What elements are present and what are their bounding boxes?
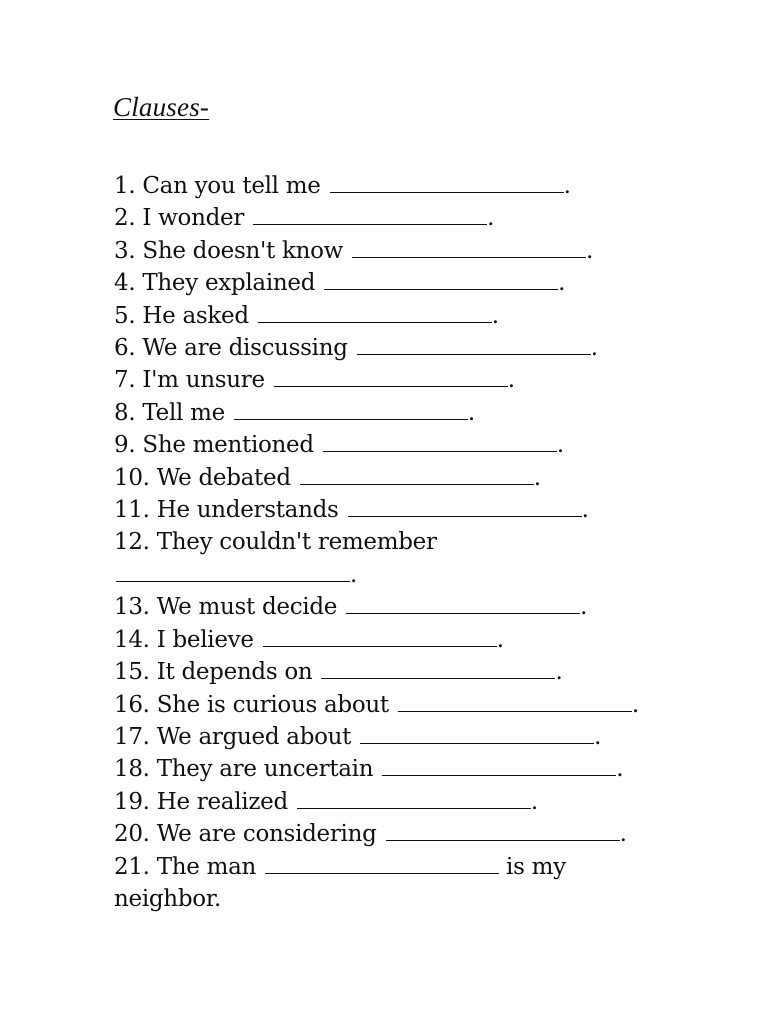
answer-blank[interactable] [360,723,594,744]
exercise-prompt: They are uncertain [156,756,374,783]
exercise-prompt: I believe [156,626,254,653]
exercise-number: 4. [114,270,136,297]
exercise-item [114,364,674,396]
exercise-ending: . [487,205,495,232]
exercise-number: 20. [114,821,150,848]
exercise-number: 3. [114,237,136,264]
exercise-prompt: He asked [142,302,249,329]
exercise-number: 19. [114,788,150,815]
exercise-prompt: I'm unsure [142,367,265,394]
exercise-prompt: He realized [156,788,288,815]
exercise-number: 7. [114,367,136,394]
exercise-number: 11. [114,497,150,524]
answer-blank[interactable] [265,853,499,874]
exercise-ending: . [590,335,598,362]
answer-blank[interactable] [352,237,586,258]
exercise-ending: is my neighbor. [114,853,566,912]
exercise-item [114,397,674,429]
answer-blank[interactable] [274,366,508,387]
exercise-item [114,235,674,267]
exercise-ending: . [555,659,563,686]
exercise-item [114,300,674,332]
exercise-list [114,170,674,915]
exercise-prompt: She is curious about [156,691,389,718]
exercise-number: 6. [114,335,136,362]
exercise-item [114,851,674,916]
exercise-prompt: I wonder [142,205,245,232]
exercise-ending: . [556,432,564,459]
exercise-prompt: They couldn't remember [156,529,437,556]
worksheet-title: Clauses- [113,92,210,122]
exercise-number: 8. [114,399,136,426]
exercise-prompt: He understands [156,497,339,524]
exercise-ending: . [533,464,541,491]
exercise-item [114,332,674,364]
exercise-ending: . [563,173,571,199]
exercise-item [114,267,674,299]
answer-blank[interactable] [346,593,580,614]
exercise-number: 16. [114,691,150,718]
exercise-ending: . [467,399,475,426]
exercise-prompt: We must decide [156,594,338,621]
exercise-prompt: The man [156,853,257,880]
exercise-item [114,526,674,591]
exercise-ending: . [530,788,538,815]
exercise-number: 12. [114,529,150,556]
answer-blank[interactable] [330,172,564,193]
exercise-number: 21. [114,853,150,880]
exercise-prompt: Tell me [142,399,225,426]
answer-blank[interactable] [116,561,350,582]
exercise-item [114,656,674,688]
exercise-prompt: She mentioned [142,432,314,459]
exercise-item [114,494,674,526]
answer-blank[interactable] [398,691,632,712]
exercise-number: 9. [114,432,136,459]
exercise-number: 1. [114,173,136,199]
exercise-ending: . [491,302,499,329]
exercise-item [114,462,674,494]
exercise-item [114,753,674,785]
exercise-ending: . [350,561,358,588]
exercise-item [114,624,674,656]
exercise-number: 17. [114,723,150,750]
answer-blank[interactable] [263,626,497,647]
exercise-prompt: It depends on [156,659,313,686]
exercise-ending: . [558,270,566,297]
answer-blank[interactable] [386,820,620,841]
exercise-number: 2. [114,205,136,232]
exercise-number: 10. [114,464,150,491]
exercise-ending: . [619,821,627,848]
exercise-ending: . [496,626,504,653]
exercise-ending: . [631,691,639,718]
answer-blank[interactable] [300,464,534,485]
exercise-prompt: We argued about [156,723,352,750]
exercise-ending: . [507,367,515,394]
exercise-number: 14. [114,626,150,653]
exercise-ending: . [580,594,588,621]
answer-blank[interactable] [253,204,487,225]
answer-blank[interactable] [321,658,555,679]
exercise-number: 5. [114,302,136,329]
exercise-prompt: We are considering [156,821,377,848]
exercise-prompt: We debated [156,464,291,491]
exercise-number: 15. [114,659,150,686]
answer-blank[interactable] [297,788,531,809]
exercise-item [114,591,674,623]
exercise-item [114,721,674,753]
exercise-prompt: Can you tell me [142,173,321,199]
answer-blank[interactable] [348,496,582,517]
exercise-item [114,689,674,721]
exercise-ending: . [594,723,602,750]
exercise-item [114,818,674,850]
exercise-item [114,170,674,202]
exercise-ending: . [581,497,589,524]
exercise-prompt: We are discussing [142,335,348,362]
exercise-ending: . [616,756,624,783]
exercise-prompt: She doesn't know [142,237,344,264]
answer-blank[interactable] [234,399,468,420]
exercise-number: 13. [114,594,150,621]
answer-blank[interactable] [323,431,557,452]
answer-blank[interactable] [258,302,492,323]
exercise-item [114,202,674,234]
answer-blank[interactable] [382,755,616,776]
exercise-item [114,429,674,461]
exercise-number: 18. [114,756,150,783]
exercise-ending: . [586,237,594,264]
answer-blank[interactable] [357,334,591,355]
exercise-prompt: They explained [142,270,316,297]
exercise-item [114,786,674,818]
answer-blank[interactable] [324,269,558,290]
